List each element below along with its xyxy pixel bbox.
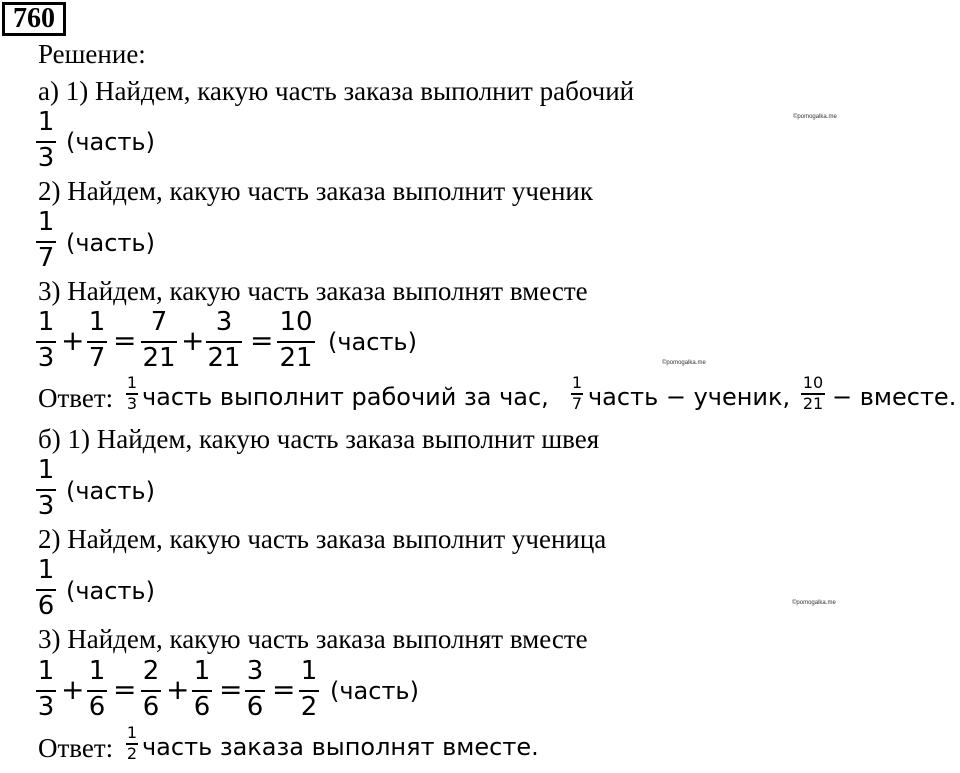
answer-fraction-denominator: 21 <box>802 394 824 413</box>
eq-fraction-numerator: 3 <box>246 656 264 686</box>
a-step1-part-label: (часть) <box>66 128 155 156</box>
a-step1-text: а) 1) Найдем, какую часть заказа выполнит рабочий <box>38 76 635 106</box>
eq-fraction-numerator: 1 <box>37 307 55 337</box>
b-answer-line <box>0 720 960 773</box>
b-equation <box>0 655 960 725</box>
fraction-numerator: 1 <box>37 207 55 237</box>
a-answer-line <box>0 372 960 426</box>
b-step2-text: 2) Найдем, какую часть заказа выполнит ученица <box>38 524 607 554</box>
equals-sign: = <box>250 324 274 357</box>
fraction-numerator: 1 <box>37 107 55 137</box>
answer-fraction-numerator: 1 <box>126 373 138 392</box>
eq-fraction-numerator: 1 <box>300 656 318 686</box>
a-answer-text-3: − вместе. <box>832 383 957 411</box>
a-answer-text-2: часть − ученик, <box>588 383 791 411</box>
equals-sign: = <box>219 673 243 706</box>
answer-fraction-numerator: 1 <box>126 723 138 742</box>
b-step3-text: 3) Найдем, какую часть заказа выполнят вместе <box>38 624 588 654</box>
fraction-denominator: 3 <box>37 143 55 173</box>
a-step2-part-label: (часть) <box>66 229 155 257</box>
eq-fraction-denominator: 21 <box>279 343 313 373</box>
b-step2-part-label: (часть) <box>66 577 155 605</box>
fraction-denominator: 3 <box>37 491 55 521</box>
eq-fraction-numerator: 1 <box>88 307 106 337</box>
eq-fraction-denominator: 2 <box>300 692 318 722</box>
b-step2-fraction <box>36 556 56 620</box>
plus-sign: + <box>61 324 85 357</box>
eq-fraction-denominator: 6 <box>193 692 211 722</box>
b-answer-label: Ответ: <box>38 733 114 763</box>
answer-fraction-denominator: 7 <box>571 394 583 413</box>
eq-fraction-numerator: 10 <box>279 307 313 337</box>
eq-fraction-numerator: 1 <box>88 656 106 686</box>
watermark: ©pomogalka.me <box>793 114 837 120</box>
a-answer-label: Ответ: <box>38 383 114 413</box>
eq-fraction-numerator: 7 <box>150 307 168 337</box>
eq-fraction-denominator: 6 <box>88 692 106 722</box>
answer-fraction-denominator: 3 <box>126 394 138 413</box>
problem-number: 760 <box>2 2 66 36</box>
watermark: ©pomogalka.me <box>792 600 836 606</box>
a-answer-text-1: часть выполнит рабочий за час, <box>142 383 549 411</box>
eq-fraction-numerator: 1 <box>37 656 55 686</box>
plus-sign: + <box>61 673 85 706</box>
plus-sign: + <box>181 324 205 357</box>
a-eq-part-label: (часть) <box>328 328 417 356</box>
eq-fraction-denominator: 7 <box>88 343 106 373</box>
eq-fraction-numerator: 2 <box>142 656 160 686</box>
eq-fraction-denominator: 6 <box>142 692 160 722</box>
eq-fraction-numerator: 1 <box>193 656 211 686</box>
eq-fraction-numerator: 3 <box>215 307 233 337</box>
b-eq-part-label: (часть) <box>330 677 419 705</box>
b-step1-fraction <box>36 456 56 520</box>
fraction-denominator: 6 <box>37 591 55 621</box>
b-answer-text: часть заказа выполнят вместе. <box>142 733 539 761</box>
equals-sign: = <box>272 673 296 706</box>
a-step3-text: 3) Найдем, какую часть заказа выполнят вместе <box>38 276 588 306</box>
fraction-numerator: 1 <box>37 555 55 585</box>
b-step1-text: б) 1) Найдем, какую часть заказа выполнит швея <box>38 424 600 454</box>
answer-fraction-numerator: 10 <box>802 373 824 392</box>
eq-fraction-denominator: 21 <box>142 343 176 373</box>
solution-heading: Решение: <box>38 39 146 69</box>
fraction-numerator: 1 <box>37 455 55 485</box>
fraction-denominator: 7 <box>37 243 55 273</box>
a-step2-fraction <box>36 208 56 272</box>
eq-fraction-denominator: 3 <box>37 692 55 722</box>
answer-fraction-denominator: 2 <box>126 744 138 763</box>
eq-fraction-denominator: 6 <box>246 692 264 722</box>
b-step1-part-label: (часть) <box>66 477 155 505</box>
eq-fraction-denominator: 3 <box>37 343 55 373</box>
equals-sign: = <box>113 673 137 706</box>
eq-fraction-denominator: 21 <box>207 343 241 373</box>
a-equation <box>0 306 960 376</box>
plus-sign: + <box>166 673 190 706</box>
watermark: ©pomogalka.me <box>662 360 706 366</box>
a-step2-text: 2) Найдем, какую часть заказа выполнит ученик <box>38 176 593 206</box>
a-step1-fraction <box>36 108 56 172</box>
equals-sign: = <box>113 324 137 357</box>
answer-fraction-numerator: 1 <box>571 373 583 392</box>
